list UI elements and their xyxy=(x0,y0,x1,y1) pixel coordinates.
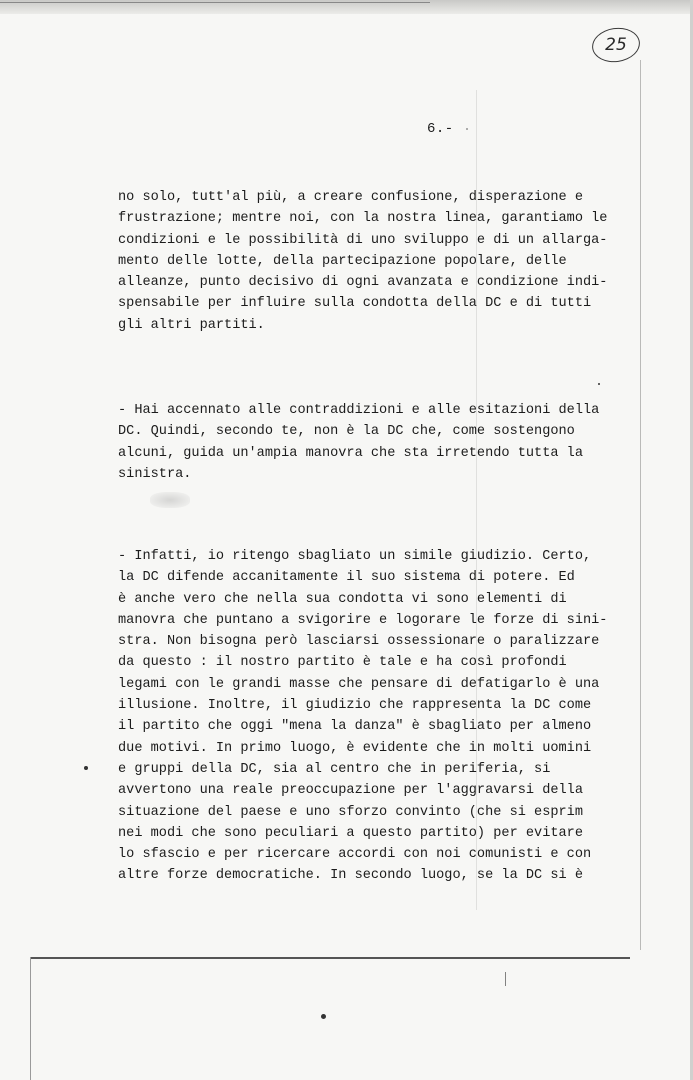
text-line: condizioni e le possibilità di uno sviluppo e di un allarga- xyxy=(118,232,608,248)
text-line: e gruppi della DC, sia al centro che in periferia, si xyxy=(118,761,551,777)
page-number: 6.- xyxy=(427,121,454,137)
text-line: avvertono una reale preoccupazione per l'aggravarsi della xyxy=(118,783,583,799)
text-line: legami con le grandi masse che pensare di defatigarlo è una xyxy=(118,676,600,692)
text-line: - Infatti, io ritengo sbagliato un simile giudizio. Certo, xyxy=(118,549,592,564)
text-line: illusione. Inoltre, il giudizio che rappresenta la DC come xyxy=(118,698,592,714)
text-line: - Hai accennato alle contraddizioni e alle esitazioni della xyxy=(118,403,600,418)
text-line: spensabile per influire sulla condotta della DC e di tutti xyxy=(118,296,592,312)
text-line: stra. Non bisogna però lasciarsi ossessionare o paralizzare xyxy=(118,634,600,650)
text-line: mento delle lotte, della partecipazione popolare, delle xyxy=(118,253,567,269)
text-line: alcuni, guida un'ampia manovra che sta irretendo tutta la xyxy=(118,445,583,461)
ink-smudge xyxy=(150,492,190,508)
text-line: è anche vero che nella sua condotta vi sono elementi di xyxy=(118,591,567,607)
text-line: DC. Quindi, secondo te, non è la DC che, come sostengono xyxy=(118,424,575,440)
top-rule xyxy=(0,2,430,3)
right-margin-line xyxy=(640,60,641,950)
paragraph-question xyxy=(118,400,638,485)
scan-speck xyxy=(466,128,468,130)
paragraph-answer xyxy=(118,546,638,887)
text-line: altre forze democratiche. In secondo luogo, se la DC si è xyxy=(118,868,583,884)
text-line: gli altri partiti. xyxy=(118,317,265,333)
text-line: situazione del paese e uno sforzo convinto (che si esprim xyxy=(118,804,583,820)
text-line: il partito che oggi "mena la danza" è sbagliato per almeno xyxy=(118,719,592,735)
text-line: sinistra. xyxy=(118,466,192,482)
text-line: da questo : il nostro partito è tale e ha così profondi xyxy=(118,655,567,671)
bottom-rule xyxy=(30,957,630,959)
text-line: due motivi. In primo luogo, è evidente che in molti uomini xyxy=(118,740,592,756)
text-line: frustrazione; mentre noi, con la nostra linea, garantiamo le xyxy=(118,211,608,227)
scan-speck xyxy=(84,766,88,770)
text-line: no solo, tutt'al più, a creare confusione, disperazione e xyxy=(118,190,583,205)
text-line: alleanze, punto decisivo di ogni avanzata e condizione indi- xyxy=(118,275,608,291)
scan-speck xyxy=(505,972,506,986)
text-line: lo sfascio e per ricercare accordi con noi comunisti e con xyxy=(118,847,592,863)
scan-speck xyxy=(598,383,600,385)
scan-speck xyxy=(321,1014,326,1019)
paragraph-continuation xyxy=(118,187,638,336)
archive-stamp-number: 25 xyxy=(605,35,627,55)
bottom-left-edge xyxy=(30,957,31,1080)
text-line: la DC difende accanitamente il suo sistema di potere. Ed xyxy=(118,570,575,586)
text-line: nei modi che sono peculiari a questo partito) per evitare xyxy=(118,825,583,841)
text-line: manovra che puntano a svigorire e logorare le forze di sini- xyxy=(118,612,608,628)
